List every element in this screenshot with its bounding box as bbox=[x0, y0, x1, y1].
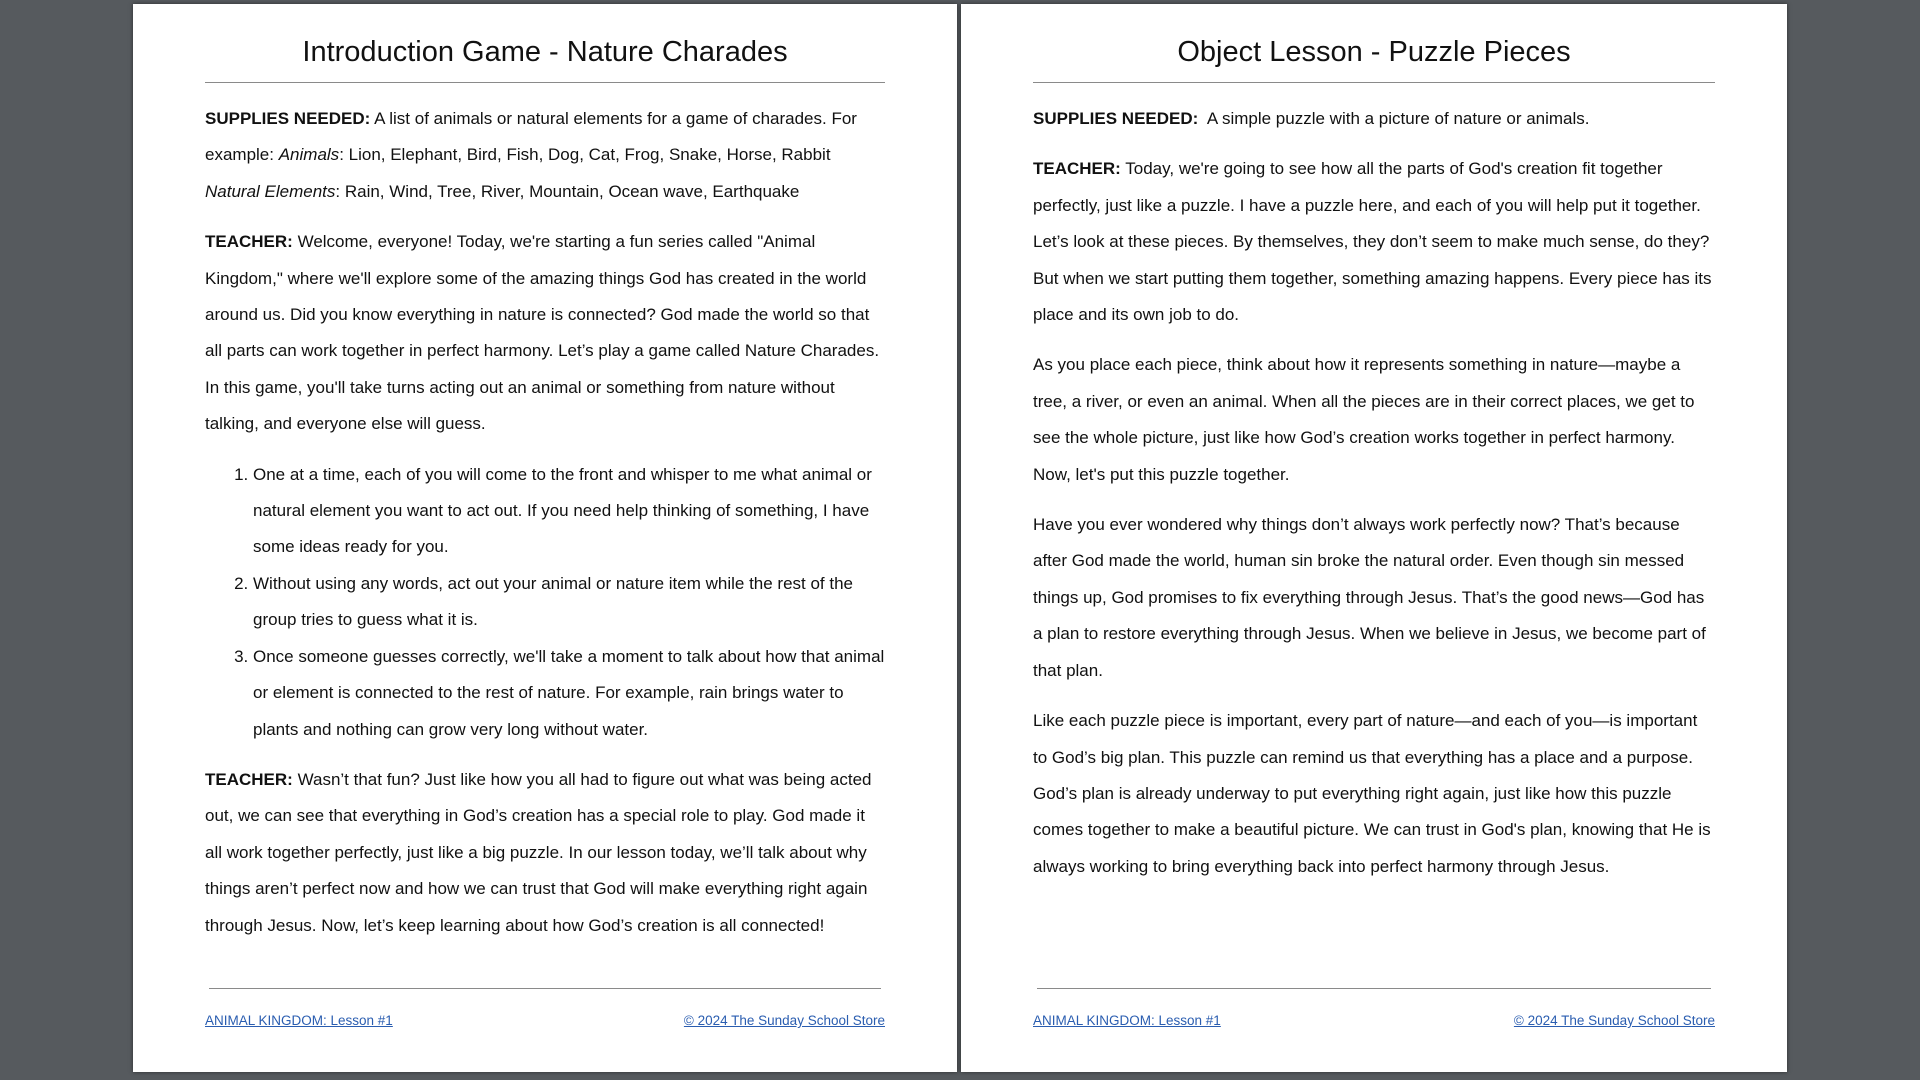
supplies-text: A simple puzzle with a picture of nature or animals. bbox=[1206, 109, 1590, 128]
teacher-paragraph bbox=[205, 224, 885, 442]
page-title: Object Lesson - Puzzle Pieces bbox=[1177, 36, 1571, 68]
page-content bbox=[1033, 4, 1715, 885]
supplies-paragraph bbox=[205, 101, 885, 210]
page-footer bbox=[1033, 1013, 1715, 1028]
document-page-right bbox=[961, 4, 1787, 1072]
supplies-text: A list of animals or natural elements for a game of charades. For example: bbox=[205, 109, 857, 165]
footer-lesson-link[interactable]: ANIMAL KINGDOM: Lesson #1 bbox=[205, 1013, 393, 1028]
list-item: 2. Without using any words, act out your animal or nature item while the rest of the group tries to guess what it is. bbox=[253, 566, 885, 639]
title-divider bbox=[205, 82, 885, 83]
title-divider bbox=[1033, 82, 1715, 83]
supplies-paragraph bbox=[1033, 101, 1715, 137]
animals-text: : Lion, Elephant, Bird, Fish, Dog, Cat, Frog, Snake, Horse, Rabbit bbox=[339, 145, 831, 165]
page-content bbox=[205, 4, 885, 944]
teacher-label: TEACHER: bbox=[205, 769, 293, 789]
body-paragraph: Like each puzzle piece is important, every part of nature—and each of you—is important to God’s big plan. This puzzle can remind us that everything has a place and a purpose. God’s plan is already underway to put everything right again, just like how this puzzle comes together to make a beautiful picture. We can trust in God's plan, knowing that He is always working to bring everything back into perfect harmony through Jesus. bbox=[1033, 711, 1711, 876]
list-item: 3. Once someone guesses correctly, we'll take a moment to talk about how that animal or element is connected to the rest of nature. For example, rain brings water to plants and nothing can grow very long without water. bbox=[253, 639, 885, 748]
teacher-label: TEACHER: bbox=[205, 232, 293, 252]
footer-copyright-link[interactable]: © 2024 The Sunday School Store bbox=[1513, 1013, 1715, 1028]
teacher-text: Today, we're going to see how all the parts of God's creation fit together perfectly, just like a puzzle. I have a puzzle here, and each of you will help put it together. Let’s look at these pieces. By themselves, they don’t seem to make much sense, do they? But when we start putting them together, something amazing happens. Every piece has its place and its own job to do. bbox=[1033, 159, 1712, 325]
supplies-label: SUPPLIES NEEDED: bbox=[1033, 109, 1199, 128]
game-steps-list bbox=[205, 457, 885, 748]
teacher-label: TEACHER: bbox=[1033, 159, 1121, 179]
footer-divider bbox=[1037, 988, 1711, 989]
footer-divider bbox=[209, 988, 881, 989]
teacher-paragraph bbox=[205, 762, 885, 944]
animals-label: Animals bbox=[278, 145, 340, 165]
footer-copyright-link[interactable]: © 2024 The Sunday School Store bbox=[683, 1013, 885, 1028]
footer-lesson-link[interactable]: ANIMAL KINGDOM: Lesson #1 bbox=[1033, 1013, 1221, 1028]
teacher-text: Welcome, everyone! Today, we're starting a fun series called "Animal Kingdom," where we'll explore some of the amazing things God has created in the world around us. Did you know everything in nature is connected? God made the world so that all parts can work together in perfect harmony. Let’s play a game called Nature Charades. In this game, you'll take turns acting out an animal or something from nature without talking, and everyone else will guess. bbox=[205, 232, 880, 434]
elements-text: : Rain, Wind, Tree, River, Mountain, Ocean wave, Earthquake bbox=[335, 181, 800, 201]
teacher-text: Wasn’t that fun? Just like how you all had to figure out what was being acted out, we can see that everything in God’s creation has a special role to play. God made it all work together perfectly, just like a big puzzle. In our lesson today, we’ll talk about why things aren’t perfect now and how we can trust that God will make everything right again through Jesus. Now, let’s keep learning about how God’s creation is all connected! bbox=[205, 769, 872, 935]
page-footer bbox=[205, 1013, 885, 1028]
teacher-paragraph bbox=[1033, 151, 1715, 333]
elements-label: Natural Elements bbox=[205, 181, 336, 201]
list-item: 1. One at a time, each of you will come to the front and whisper to me what animal or natural element you want to act out. If you need help thinking of something, I have some ideas ready for you. bbox=[253, 457, 885, 566]
document-page-left bbox=[133, 4, 957, 1072]
supplies-label: SUPPLIES NEEDED: bbox=[205, 109, 371, 128]
body-paragraph: Have you ever wondered why things don’t always work perfectly now? That’s because after God made the world, human sin broke the natural order. Even though sin messed things up, God promises to fix everything through Jesus. That’s the good news—God has a plan to restore everything through Jesus. When we believe in Jesus, we become part of that plan. bbox=[1033, 515, 1706, 680]
body-paragraph: As you place each piece, think about how it represents something in nature—maybe a tree, a river, or even an animal. When all the pieces are in their correct places, we get to see the whole picture, just like how God’s creation works together in perfect harmony. Now, let's put this puzzle together. bbox=[1033, 355, 1695, 484]
page-title: Introduction Game - Nature Charades bbox=[302, 36, 788, 68]
